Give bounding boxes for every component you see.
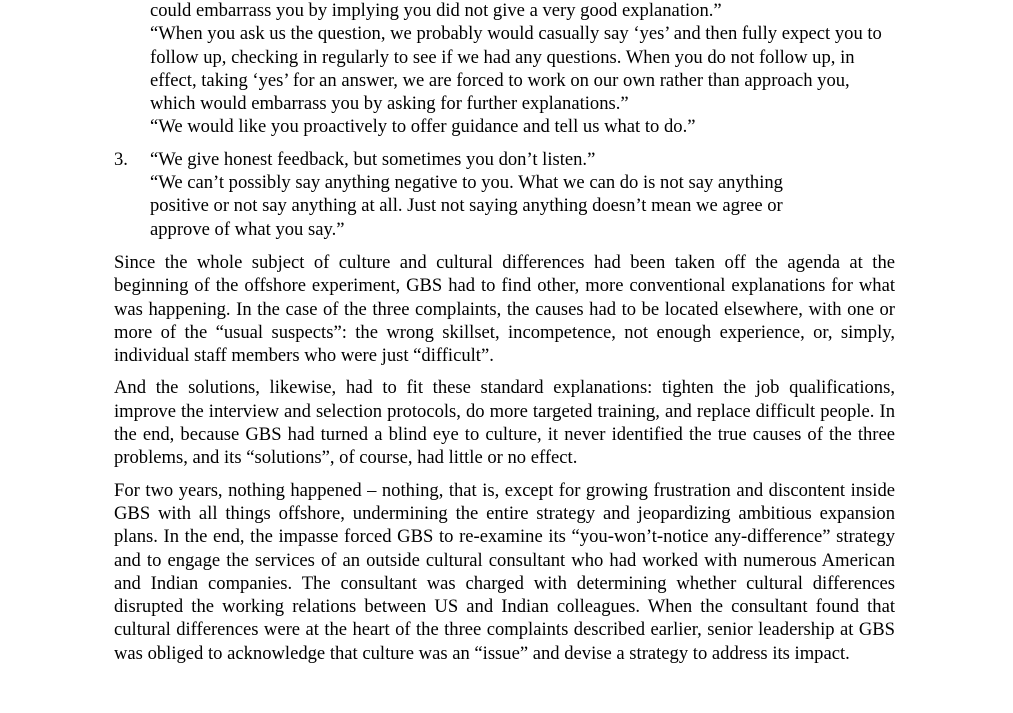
item-2-line-2: “When you ask us the question, we probably would casually say ‘yes’ and then fully expect you to follow up, checking in regularly to see if we had any questions. When you do not follow up, in effect, taking ‘yes’ for an answer, we are forced to work on our own rather than approach you, which would embarrass you by asking for further explanations.”	[150, 23, 882, 115]
paragraph-2: And the solutions, likewise, had to fit these standard explanations: tighten the job qualifications, improve the interview and selection protocols, do more targeted training, and replace difficult people. In the end, because GBS had turned a blind eye to culture, it never identified the true causes of the three problems, and its “solutions”, of course, had little or no effect.	[114, 377, 895, 469]
item-2-continuation	[150, 0, 895, 139]
numbered-item-3	[114, 148, 895, 241]
item-3-quote: “We can’t possibly say anything negative to you. What we can do is not say anything positive or not say anything at all. Just not saying anything doesn’t mean we agree or approve of what you say.”	[150, 172, 783, 240]
paragraph-1: Since the whole subject of culture and cultural differences had been taken off the agenda at the beginning of the offshore experiment, GBS had to find other, more conventional explanations for what was happening. In the case of the three complaints, the causes had to be located elsewhere, with one or more of the “usual suspects”: the wrong skillset, incompetence, not enough experience, or, simply, individual staff members who were just “difficult”.	[114, 251, 895, 367]
item-number: 3.	[114, 148, 128, 170]
paragraph-3: For two years, nothing happened – nothing, that is, except for growing frustration and discontent inside GBS with all things offshore, undermining the entire strategy and jeopardizing ambitious expansion plans. In the end, the impasse forced GBS to re-examine its “you-won’t-notice any-difference” strategy and to engage the services of an outside cultural consultant who had worked with numerous American and Indian companies. The consultant was charged with determining whether cultural differences disrupted the working relations between US and Indian colleagues. When the consultant found that cultural differences were at the heart of the three complaints described earlier, senior leadership at GBS was obliged to acknowledge that culture was an “issue” and devise a strategy to address its impact.	[114, 479, 895, 664]
item-2-line-1: could embarrass you by implying you did not give a very good explanation.”	[150, 0, 722, 21]
document-page	[114, 0, 895, 665]
item-3-heading: “We give honest feedback, but sometimes you don’t listen.”	[150, 148, 596, 170]
item-2-line-3: “We would like you proactively to offer guidance and tell us what to do.”	[150, 116, 696, 138]
